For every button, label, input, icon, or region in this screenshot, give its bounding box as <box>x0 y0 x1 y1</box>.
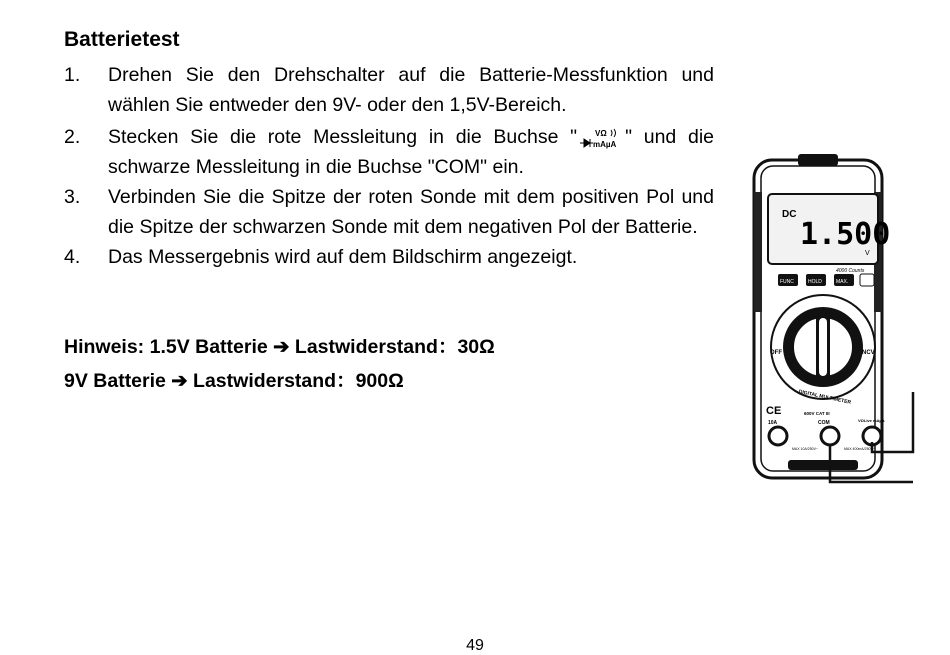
item-number: 4. <box>64 246 81 268</box>
backlight-button <box>860 274 874 286</box>
jack-symbol-icon <box>578 127 624 149</box>
jack-com <box>821 427 839 445</box>
item-text: Drehen Sie den Drehschalter auf die Batterie-Messfunktion und wählen Sie entweder den 9V- oder den 1,5V-Bereich. <box>108 64 714 116</box>
item-text: Das Messergebnis wird auf dem Bildschirm angezeigt. <box>108 246 578 268</box>
multimeter-illustration <box>748 152 918 487</box>
ce-mark: CE <box>766 405 782 417</box>
jack-v-label: VΩLive mAµA <box>858 418 885 423</box>
jack-symbol-top: VΩ <box>595 128 607 138</box>
display-mode: DC <box>782 209 797 220</box>
list-item <box>64 182 714 242</box>
jack-com-label: COM <box>818 420 830 426</box>
jack-symbol-bottom: mAµA <box>593 139 617 149</box>
hint-line-2: 9V Batterie ➔ Lastwiderstand：900Ω <box>64 370 404 392</box>
jack-v-rating: MAX 400mA/250V~ <box>844 447 875 451</box>
dial-ncv-label: NCV <box>862 350 875 356</box>
list-item <box>64 242 714 272</box>
jack-10a-rating: MAX 10A/250V~ <box>792 447 818 451</box>
item-number: 1. <box>64 64 81 86</box>
hint-line-1: Hinweis: 1.5V Batterie ➔ Lastwiderstand：30Ω <box>64 336 495 358</box>
jack-10a-label: 10A <box>768 420 778 426</box>
item-number: 2. <box>64 126 81 148</box>
dial-ring-text: DIGITAL MULTIMETER <box>798 388 852 406</box>
page-number: 49 <box>466 637 484 654</box>
dial-off-label: OFF <box>770 350 782 356</box>
meter-top-grip <box>798 154 838 166</box>
hold-label: HOLD <box>808 279 822 285</box>
counts-label: 4000 Counts <box>836 268 865 274</box>
func-label: FUNC <box>780 279 794 285</box>
jack-10a <box>769 427 787 445</box>
dial-pointer-highlight <box>819 318 827 376</box>
item-text-before: Stecken Sie die rote Messleitung in die Buchse " <box>108 126 578 148</box>
left-grip <box>754 192 762 312</box>
cat-rating: 600V CAT III <box>804 411 830 416</box>
display-unit: V <box>865 250 870 257</box>
section-title: Batterietest <box>64 28 180 51</box>
item-text <box>108 122 714 182</box>
instruction-list <box>64 60 714 272</box>
list-item <box>64 60 714 120</box>
display-value: 1.500 <box>800 217 891 252</box>
item-number: 3. <box>64 186 81 208</box>
list-item <box>64 122 714 182</box>
bottom-vents <box>788 460 858 470</box>
item-text: Verbinden Sie die Spitze der roten Sonde mit dem positiven Pol und die Spitze der schwarzen Sonde mit dem negativen Pol der Batterie. <box>108 186 714 238</box>
max-label: MAX. <box>836 279 849 285</box>
item-text-after: " und die schwarze Messleitung in die Buchse "COM" ein. <box>108 126 714 178</box>
